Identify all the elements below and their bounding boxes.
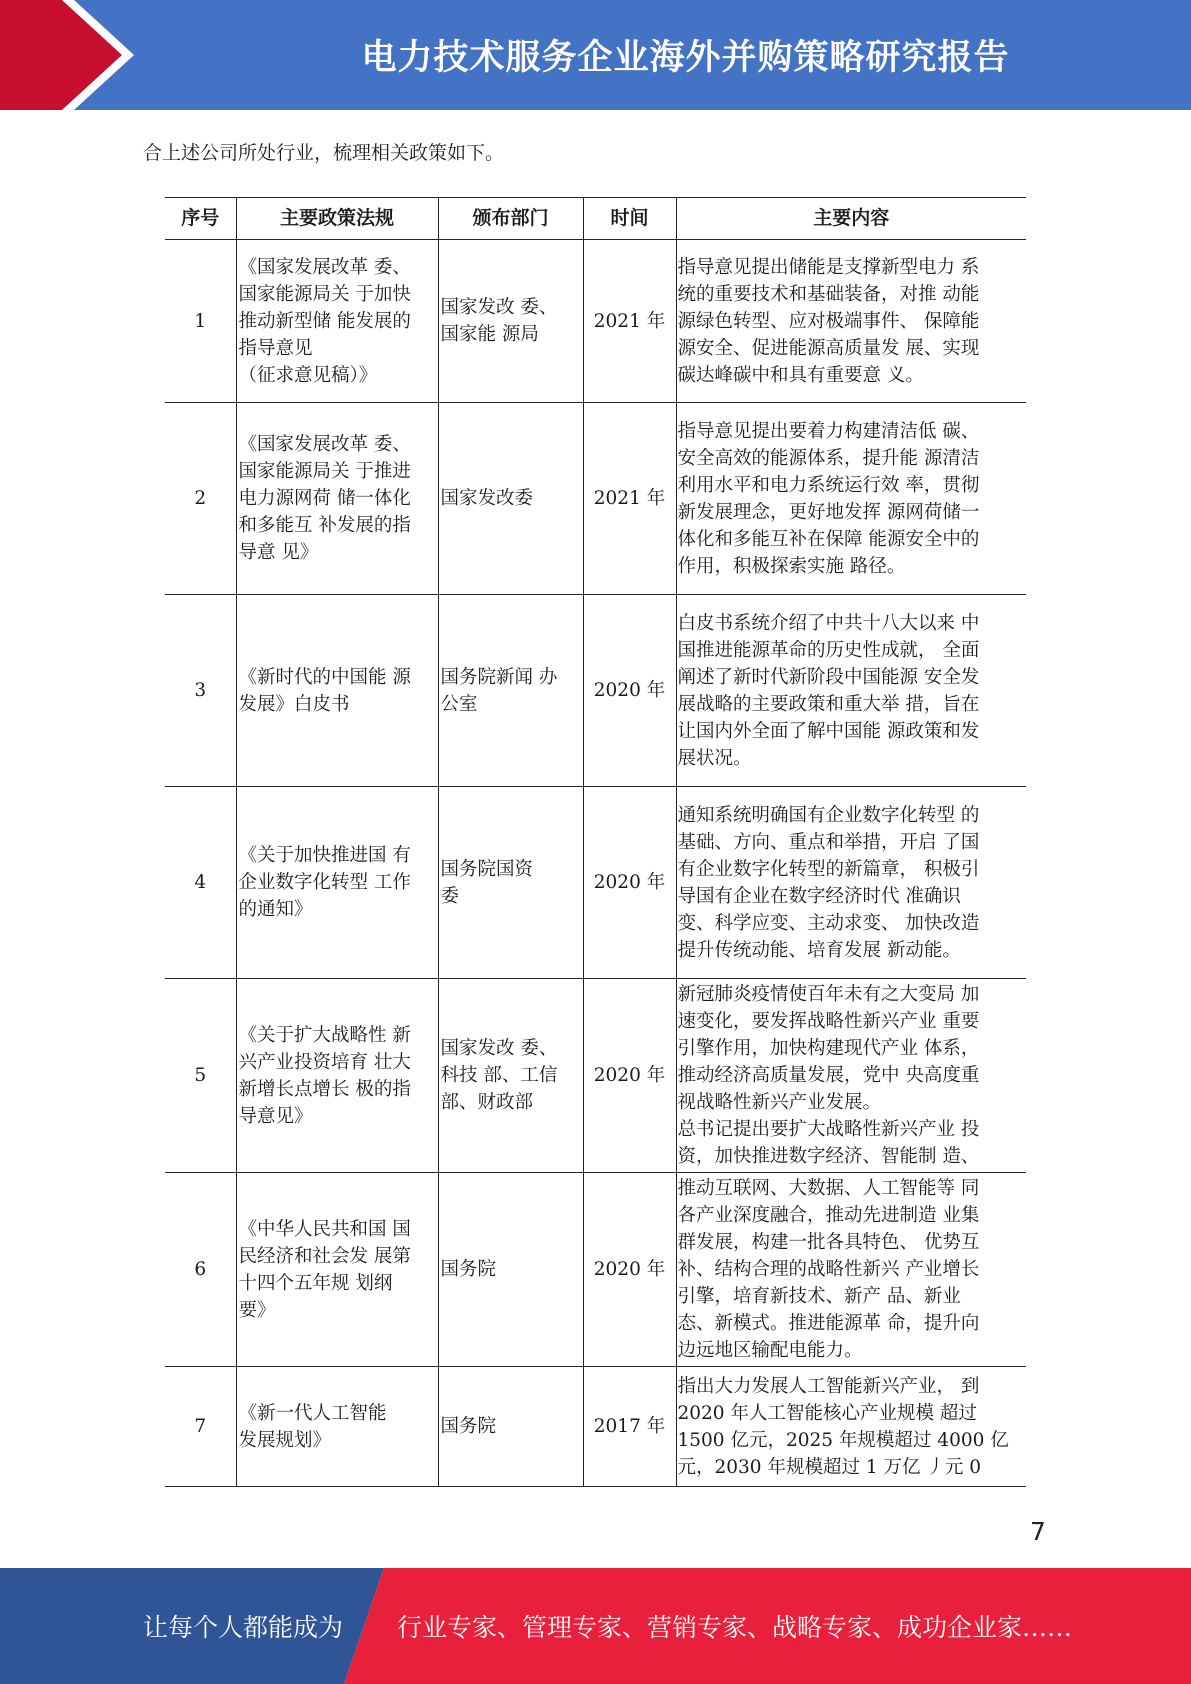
issue-year: 2020 年 [583, 787, 676, 979]
main-content-line: 元，2030 年规模超过 1 万亿 丿元 0 [677, 1456, 982, 1478]
main-content-line: 统的重要技术和基础装备，对推 动能 [677, 283, 980, 305]
main-content [676, 595, 1026, 787]
table-header-row [165, 198, 1026, 240]
table-row [165, 595, 1026, 787]
table-row [165, 240, 1026, 403]
issue-year: 2020 年 [583, 1173, 676, 1367]
main-content-line: 引擎作用，加快构建现代产业 体系， [677, 1038, 980, 1059]
row-number: 1 [165, 240, 236, 403]
main-content-line: 源绿色转型、应对极端事件、 保障能 [677, 310, 980, 332]
main-content [676, 403, 1026, 595]
footer-slogan-right: 行业专家、管理专家、营销专家、战略专家、成功企业家…… [397, 1613, 1073, 1642]
policy-name [236, 403, 438, 595]
row-number: 3 [165, 595, 236, 787]
main-content-line: 阐述了新时代新阶段中国能源 安全发 [677, 666, 980, 688]
column-header-time: 时间 [583, 198, 676, 240]
issuing-department-line: 部、财政部 [440, 1092, 534, 1113]
main-content-line: 新冠肺炎疫情使百年未有之大变局 加 [677, 984, 980, 1005]
column-header-policy: 主要政策法规 [236, 198, 438, 240]
main-content [676, 1173, 1026, 1367]
main-content-line: 让国内外全面了解中国能 源政策和发 [677, 720, 980, 742]
issuing-department-line: 国务院新闻 办 [440, 666, 558, 688]
main-content-line: 新发展理念，更好地发挥 源网荷储一 [677, 501, 980, 523]
main-content-line: 推动经济高质量发展，党中 央高度重 [677, 1065, 980, 1086]
column-header-number: 序号 [165, 198, 236, 240]
row-number: 5 [165, 979, 236, 1173]
row-number: 7 [165, 1367, 236, 1487]
issuing-department-line: 国务院 [440, 1259, 497, 1280]
header-bar [0, 0, 1191, 110]
footer-bar [0, 1568, 1191, 1684]
column-header-content: 主要内容 [676, 198, 1026, 240]
main-content [676, 240, 1026, 403]
main-content [676, 787, 1026, 979]
policy-name-line: （征求意见稿）》 [238, 364, 378, 386]
main-content [676, 979, 1026, 1173]
issue-year: 2021 年 [583, 240, 676, 403]
issuing-department [438, 240, 583, 403]
main-content-line: 利用水平和电力系统运行效 率，贯彻 [677, 474, 980, 496]
main-content-line: 视战略性新兴产业发展。 [677, 1092, 882, 1113]
main-content-line: 通知系统明确国有企业数字化转型 的 [677, 804, 980, 826]
main-content-line: 源安全、促进能源高质量发 展、实现 [677, 337, 980, 359]
main-content-line: 安全高效的能源体系，提升能 源清洁 [677, 447, 980, 469]
issue-year: 2020 年 [583, 979, 676, 1173]
policy-name-line: 指导意见 [238, 337, 313, 359]
main-content-line: 白皮书系统介绍了中共十八大以来 中 [677, 612, 980, 634]
policy-name [236, 595, 438, 787]
policy-name-line: 导意 见》 [238, 542, 319, 563]
issuing-department [438, 403, 583, 595]
policy-table-body [165, 240, 1026, 1487]
main-content-line: 速变化，要发挥战略性新兴产业 重要 [677, 1011, 980, 1032]
policy-name-line: 企业数字化转型 工作 [238, 872, 411, 893]
issuing-department-line: 委 [440, 885, 460, 907]
main-content-line: 展战略的主要政策和重大举 措，旨在 [677, 693, 980, 715]
main-content-line: 导国有企业在数字经济时代 准确识 [677, 885, 961, 907]
main-content-line: 国推进能源革命的历史性成就， 全面 [677, 639, 980, 661]
policy-name-line: 电力源网荷 储一体化 [238, 488, 411, 509]
policy-name-line: 新增长点增长 极的指 [238, 1078, 411, 1100]
policy-name-line: 十四个五年规 划纲 [238, 1272, 393, 1294]
policy-name-line: 发展规划》 [238, 1429, 332, 1451]
policy-name-line: 发展》白皮书 [238, 693, 350, 715]
main-content-line: 总书记提出要扩大战略性新兴产业 投 [677, 1119, 980, 1140]
main-content-line: 基础、方向、重点和举措，开启 了国 [677, 831, 980, 853]
main-content-line: 态、新模式。推进能源革 命，提升向 [677, 1313, 980, 1334]
policy-name-line: 国家能源局关 于加快 [238, 283, 411, 305]
header-chevron-icon [0, 0, 160, 110]
table-row [165, 979, 1026, 1173]
column-header-department: 颁布部门 [438, 198, 583, 240]
main-content-line: 群发展，构建一批各具特色、 优势互 [677, 1232, 980, 1253]
policy-name [236, 240, 438, 403]
main-content-line: 展状况。 [677, 747, 752, 769]
main-content-line: 作用，积极探索实施 路径。 [677, 555, 906, 577]
table-row [165, 403, 1026, 595]
policy-name-line: 的通知》 [238, 899, 313, 920]
issuing-department-line: 国家发改委 [440, 488, 534, 509]
main-content-line: 1500 亿元，2025 年规模超过 4000 亿 [677, 1429, 1009, 1451]
policy-name-line: 《关于扩大战略性 新 [238, 1024, 411, 1046]
main-content-line: 2020 年人工智能核心产业规模 超过 [677, 1402, 977, 1424]
report-title: 电力技术服务企业海外并购策略研究报告 [361, 38, 1010, 78]
policy-name-line: 《关于加快推进国 有 [238, 845, 411, 866]
issuing-department-line: 国务院国资 [440, 858, 534, 880]
issuing-department [438, 1367, 583, 1487]
policy-name-line: 和多能互 补发展的指 [238, 515, 411, 536]
table-row [165, 787, 1026, 979]
policy-name-line: 《新时代的中国能 源 [238, 666, 411, 688]
main-content-line: 有企业数字化转型的新篇章， 积极引 [677, 858, 980, 880]
main-content-line: 推动互联网、大数据、人工智能等 同 [677, 1178, 980, 1199]
row-number: 2 [165, 403, 236, 595]
intro-text: 合上述公司所处行业，梳理相关政策如下。 [143, 142, 505, 164]
main-content-line: 指导意见提出要着力构建清洁低 碳、 [677, 420, 980, 442]
policy-name-line: 《新一代人工智能 [238, 1402, 387, 1424]
policy-table [165, 197, 1026, 1487]
policy-name-line: 《国家发展改革 委、 [238, 256, 411, 278]
policy-name-line: 国家能源局关 于推进 [238, 461, 411, 482]
policy-name-line: 导意见》 [238, 1105, 313, 1127]
policy-name-line: 兴产业投资培育 壮大 [238, 1051, 411, 1073]
footer-slogan-left: 让每个人都能成为 [143, 1613, 344, 1642]
row-number: 4 [165, 787, 236, 979]
issue-year: 2020 年 [583, 595, 676, 787]
main-content [676, 1367, 1026, 1487]
issuing-department-line: 公室 [440, 693, 478, 715]
policy-name [236, 1367, 438, 1487]
issuing-department [438, 1173, 583, 1367]
issuing-department-line: 国家能 源局 [440, 324, 539, 345]
main-content-line: 各产业深度融合，推动先进制造 业集 [677, 1205, 980, 1226]
main-content-line: 资，加快推进数字经济、智能制 造、 [677, 1146, 980, 1167]
main-content-line: 引擎，培育新技术、新产 品、新业 [677, 1286, 961, 1307]
main-content-line: 指出大力发展人工智能新兴产业， 到 [677, 1375, 980, 1397]
policy-name-line: 民经济和社会发 展第 [238, 1245, 411, 1267]
main-content-line: 补、结构合理的战略性新兴 产业增长 [677, 1259, 980, 1280]
main-content-line: 变、科学应变、主动求变、 加快改造 [677, 912, 980, 934]
issuing-department [438, 979, 583, 1173]
main-content-line: 碳达峰碳中和具有重要意 义。 [677, 364, 924, 386]
table-row [165, 1367, 1026, 1487]
issue-year: 2017 年 [583, 1367, 676, 1487]
issue-year: 2021 年 [583, 403, 676, 595]
policy-name-line: 要》 [238, 1299, 276, 1321]
row-number: 6 [165, 1173, 236, 1367]
main-content-line: 提升传统动能、培育发展 新动能。 [677, 939, 961, 961]
policy-name-line: 《中华人民共和国 国 [238, 1218, 411, 1240]
main-content-line: 边远地区输配电能力。 [677, 1340, 863, 1361]
policy-name [236, 1173, 438, 1367]
issuing-department-line: 科技 部、工信 [440, 1065, 558, 1086]
policy-name [236, 787, 438, 979]
policy-name-line: 推动新型储 能发展的 [238, 310, 411, 332]
issuing-department-line: 国家发改 委、 [440, 1038, 558, 1059]
main-content-line: 体化和多能互补在保障 能源安全中的 [677, 528, 980, 550]
main-content-line: 指导意见提出储能是支撑新型电力 系 [677, 256, 980, 278]
issuing-department [438, 595, 583, 787]
table-row [165, 1173, 1026, 1367]
issuing-department [438, 787, 583, 979]
policy-name [236, 979, 438, 1173]
issuing-department-line: 国务院 [440, 1416, 497, 1437]
policy-name-line: 《国家发展改革 委、 [238, 434, 411, 455]
page-number: 7 [1030, 1517, 1046, 1546]
issuing-department-line: 国家发改 委、 [440, 297, 558, 318]
